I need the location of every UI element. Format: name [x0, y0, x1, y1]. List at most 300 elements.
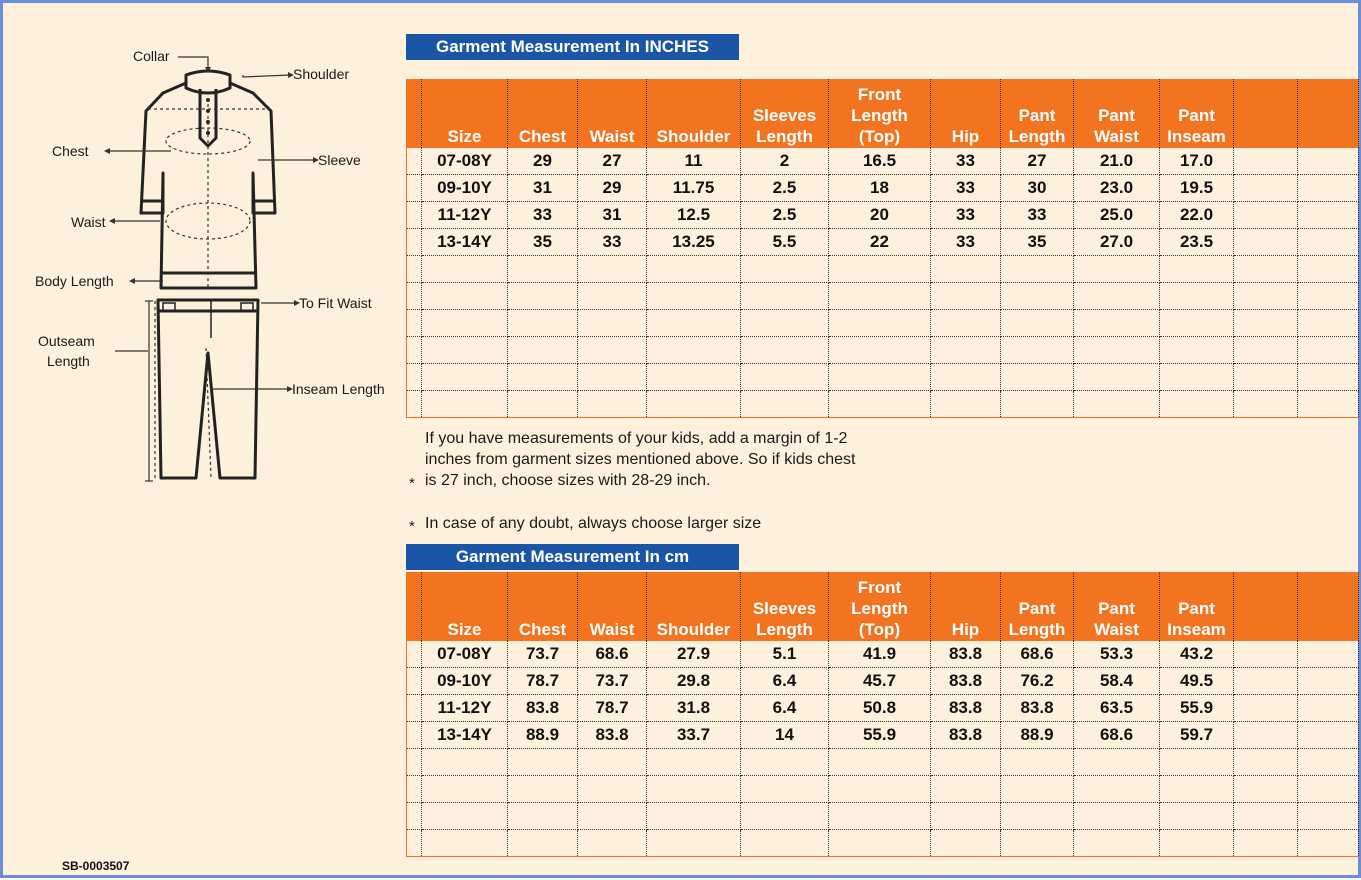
table-cell	[1298, 229, 1359, 256]
table-cell: 13-14Y	[422, 722, 508, 749]
column-header-text: Chest	[518, 127, 567, 146]
header-spacer	[407, 79, 422, 148]
table-cell	[1298, 641, 1359, 668]
column-header	[1298, 572, 1359, 641]
table-cell: 31	[578, 202, 647, 229]
empty-cell	[1001, 749, 1074, 776]
table-cell: 59.7	[1160, 722, 1234, 749]
table-cell: 68.6	[578, 641, 647, 668]
note-1-line-2: inches from garment sizes mentioned above. So if kids chest	[425, 451, 856, 468]
table-cell: 12.5	[647, 202, 741, 229]
table-cell	[1234, 229, 1298, 256]
column-header	[741, 572, 829, 641]
cm-header-row	[407, 572, 1359, 641]
column-header	[829, 572, 931, 641]
table-cell: 55.9	[829, 722, 931, 749]
column-header-text: Length	[756, 620, 813, 639]
column-header-text: Inseam	[1167, 127, 1226, 146]
table-cell: 23.0	[1074, 175, 1160, 202]
row-spacer	[407, 641, 422, 668]
empty-cell	[1001, 776, 1074, 803]
empty-cell	[647, 256, 741, 283]
table-cell: 83.8	[931, 722, 1001, 749]
column-header-text: Length	[851, 106, 908, 125]
empty-cell	[931, 391, 1001, 418]
column-header	[1298, 79, 1359, 148]
empty-cell	[1234, 256, 1298, 283]
empty-cell	[407, 391, 422, 418]
column-header-text: (Top)	[858, 620, 901, 639]
empty-cell	[1001, 803, 1074, 830]
empty-cell	[829, 391, 931, 418]
column-header	[578, 79, 647, 148]
empty-cell	[407, 364, 422, 391]
table-cell: 13-14Y	[422, 229, 508, 256]
empty-cell	[931, 776, 1001, 803]
empty-cell	[741, 776, 829, 803]
column-header-text: Hip	[951, 127, 980, 146]
empty-cell	[578, 830, 647, 857]
empty-cell	[829, 283, 931, 310]
column-header	[647, 572, 741, 641]
empty-cell	[1298, 803, 1359, 830]
column-header-text: Length	[851, 599, 908, 618]
garment-diagram	[3, 3, 403, 503]
empty-cell	[1234, 337, 1298, 364]
empty-cell	[578, 391, 647, 418]
empty-cell	[741, 803, 829, 830]
table-cell: 83.8	[931, 668, 1001, 695]
column-header-text: Shoulder	[656, 127, 731, 146]
table-cell: 53.3	[1074, 641, 1160, 668]
table-cell: 33.7	[647, 722, 741, 749]
column-header	[1160, 79, 1234, 148]
empty-cell	[1160, 310, 1234, 337]
empty-cell	[578, 337, 647, 364]
table-cell: 5.1	[741, 641, 829, 668]
empty-cell	[1298, 337, 1359, 364]
table-cell: 07-08Y	[422, 148, 508, 175]
empty-cell	[422, 364, 508, 391]
empty-row	[407, 364, 1359, 391]
table-cell: 43.2	[1160, 641, 1234, 668]
row-spacer	[407, 175, 422, 202]
table-cell: 25.0	[1074, 202, 1160, 229]
empty-cell	[508, 337, 578, 364]
table-cell	[1234, 668, 1298, 695]
table-cell	[1234, 641, 1298, 668]
empty-cell	[578, 749, 647, 776]
column-header-text: Waist	[1094, 620, 1139, 639]
table-row	[407, 722, 1359, 749]
empty-cell	[647, 803, 741, 830]
column-header-text: Pant	[1098, 599, 1135, 618]
empty-cell	[422, 749, 508, 776]
table-cell: 11-12Y	[422, 695, 508, 722]
empty-cell	[1234, 364, 1298, 391]
empty-cell	[647, 830, 741, 857]
empty-cell	[931, 283, 1001, 310]
table-cell: 27	[578, 148, 647, 175]
empty-cell	[1001, 310, 1074, 337]
column-header-text: Size	[447, 127, 482, 146]
empty-cell	[741, 337, 829, 364]
inseam-label: Inseam Length	[292, 381, 385, 397]
table-cell: 55.9	[1160, 695, 1234, 722]
table-cell: 73.7	[508, 641, 578, 668]
empty-cell	[422, 256, 508, 283]
table-cell: 27	[1001, 148, 1074, 175]
empty-cell	[508, 776, 578, 803]
to-fit-waist-label: To Fit Waist	[299, 295, 372, 311]
waist-label: Waist	[71, 214, 106, 230]
note-1-bullet: *	[409, 475, 415, 492]
column-header	[1001, 572, 1074, 641]
table-cell: 20	[829, 202, 931, 229]
empty-row	[407, 310, 1359, 337]
empty-cell	[508, 364, 578, 391]
table-cell: 83.8	[578, 722, 647, 749]
empty-cell	[829, 337, 931, 364]
collar-label: Collar	[133, 48, 170, 64]
table-cell: 13.25	[647, 229, 741, 256]
empty-cell	[1001, 391, 1074, 418]
empty-cell	[1074, 749, 1160, 776]
table-cell: 21.0	[1074, 148, 1160, 175]
empty-cell	[407, 283, 422, 310]
empty-cell	[508, 749, 578, 776]
column-header-text: Length	[756, 127, 813, 146]
empty-cell	[741, 283, 829, 310]
table-cell: 29	[508, 148, 578, 175]
table-cell: 2.5	[741, 202, 829, 229]
empty-cell	[1298, 391, 1359, 418]
table-cell: 33	[931, 202, 1001, 229]
empty-cell	[422, 283, 508, 310]
row-spacer	[407, 695, 422, 722]
table-cell: 16.5	[829, 148, 931, 175]
table-cell: 83.8	[1001, 695, 1074, 722]
table-cell: 33	[931, 175, 1001, 202]
table-cell: 78.7	[508, 668, 578, 695]
column-header-text: Sleeves	[752, 599, 817, 618]
empty-cell	[1234, 803, 1298, 830]
table-cell: 07-08Y	[422, 641, 508, 668]
table-cell	[1298, 722, 1359, 749]
table-cell	[1298, 202, 1359, 229]
empty-row	[407, 337, 1359, 364]
empty-cell	[931, 749, 1001, 776]
empty-cell	[422, 391, 508, 418]
row-spacer	[407, 202, 422, 229]
outseam-label-line2: Length	[47, 353, 90, 369]
empty-cell	[647, 337, 741, 364]
table-row	[407, 668, 1359, 695]
empty-cell	[829, 749, 931, 776]
empty-cell	[508, 391, 578, 418]
table-cell: 35	[508, 229, 578, 256]
table-cell: 83.8	[931, 695, 1001, 722]
empty-cell	[422, 803, 508, 830]
empty-cell	[407, 803, 422, 830]
empty-cell	[422, 337, 508, 364]
column-header-text: Pant	[1178, 106, 1215, 125]
column-header	[578, 572, 647, 641]
empty-cell	[741, 391, 829, 418]
empty-cell	[1001, 830, 1074, 857]
table-cell: 14	[741, 722, 829, 749]
empty-cell	[578, 283, 647, 310]
empty-row	[407, 256, 1359, 283]
table-cell	[1298, 175, 1359, 202]
table-cell	[1234, 148, 1298, 175]
empty-cell	[829, 256, 931, 283]
table-cell: 83.8	[508, 695, 578, 722]
table-cell: 22.0	[1160, 202, 1234, 229]
empty-cell	[578, 803, 647, 830]
column-header	[1074, 572, 1160, 641]
shoulder-label: Shoulder	[293, 66, 350, 82]
empty-cell	[931, 830, 1001, 857]
empty-cell	[508, 830, 578, 857]
table-cell	[1234, 722, 1298, 749]
table-cell: 6.4	[741, 695, 829, 722]
empty-cell	[931, 337, 1001, 364]
table-row	[407, 641, 1359, 668]
empty-cell	[1234, 283, 1298, 310]
table-cell: 58.4	[1074, 668, 1160, 695]
table-cell: 22	[829, 229, 931, 256]
inches-title: Garment Measurement In INCHES	[406, 34, 739, 60]
empty-cell	[741, 310, 829, 337]
empty-cell	[829, 776, 931, 803]
column-header-text: Pant	[1018, 106, 1056, 125]
empty-row	[407, 803, 1359, 830]
table-cell	[1298, 668, 1359, 695]
table-cell: 41.9	[829, 641, 931, 668]
column-header-text: Inseam	[1167, 620, 1226, 639]
empty-cell	[1160, 749, 1234, 776]
table-cell: 6.4	[741, 668, 829, 695]
empty-cell	[1160, 391, 1234, 418]
sleeve-label: Sleeve	[318, 152, 361, 168]
row-spacer	[407, 229, 422, 256]
empty-cell	[1160, 803, 1234, 830]
column-header-text: Length	[1008, 620, 1066, 639]
table-cell	[1234, 202, 1298, 229]
table-cell: 83.8	[931, 641, 1001, 668]
empty-cell	[1298, 256, 1359, 283]
empty-cell	[1160, 364, 1234, 391]
empty-cell	[407, 310, 422, 337]
empty-cell	[578, 256, 647, 283]
empty-cell	[1074, 337, 1160, 364]
empty-cell	[578, 776, 647, 803]
table-cell	[1234, 695, 1298, 722]
note-2-bullet: *	[409, 518, 415, 535]
table-row	[407, 229, 1359, 256]
cm-table	[406, 572, 1359, 857]
empty-cell	[1074, 364, 1160, 391]
note-2: In case of any doubt, always choose larger size	[425, 515, 762, 532]
empty-cell	[1001, 364, 1074, 391]
empty-cell	[1160, 830, 1234, 857]
column-header	[1074, 79, 1160, 148]
table-cell: 49.5	[1160, 668, 1234, 695]
empty-cell	[1074, 283, 1160, 310]
empty-row	[407, 776, 1359, 803]
inches-header-row	[407, 79, 1359, 148]
empty-cell	[508, 283, 578, 310]
table-cell: 33	[931, 148, 1001, 175]
empty-cell	[1160, 256, 1234, 283]
empty-cell	[508, 803, 578, 830]
table-cell: 33	[1001, 202, 1074, 229]
table-cell: 88.9	[508, 722, 578, 749]
empty-cell	[1298, 749, 1359, 776]
empty-cell	[422, 310, 508, 337]
product-code: SB-0003507	[62, 859, 130, 873]
empty-cell	[647, 749, 741, 776]
column-header	[741, 79, 829, 148]
empty-cell	[1074, 391, 1160, 418]
table-cell: 11.75	[647, 175, 741, 202]
inches-table	[406, 79, 1359, 418]
empty-cell	[1074, 776, 1160, 803]
body-length-label: Body Length	[35, 273, 114, 289]
empty-cell	[1298, 776, 1359, 803]
empty-cell	[1234, 830, 1298, 857]
column-header-text: Length	[1008, 127, 1066, 146]
note-1-line-3: is 27 inch, choose sizes with 28-29 inch.	[425, 472, 711, 489]
empty-cell	[508, 256, 578, 283]
table-cell: 27.9	[647, 641, 741, 668]
empty-cell	[407, 776, 422, 803]
empty-row	[407, 830, 1359, 857]
column-header-text: Chest	[518, 620, 567, 639]
empty-cell	[741, 749, 829, 776]
table-cell	[1298, 148, 1359, 175]
table-cell: 33	[931, 229, 1001, 256]
column-header-text: Waist	[1094, 127, 1139, 146]
column-header-text: Shoulder	[656, 620, 731, 639]
empty-cell	[578, 310, 647, 337]
table-cell: 68.6	[1074, 722, 1160, 749]
table-cell: 63.5	[1074, 695, 1160, 722]
column-header-text: Front	[857, 578, 902, 597]
column-header	[508, 79, 578, 148]
empty-cell	[1074, 256, 1160, 283]
empty-row	[407, 391, 1359, 418]
empty-cell	[931, 310, 1001, 337]
empty-cell	[741, 364, 829, 391]
table-cell: 2	[741, 148, 829, 175]
empty-cell	[1234, 391, 1298, 418]
empty-cell	[1001, 283, 1074, 310]
empty-cell	[829, 803, 931, 830]
column-header	[422, 79, 508, 148]
table-cell: 09-10Y	[422, 668, 508, 695]
empty-cell	[1298, 364, 1359, 391]
empty-cell	[647, 391, 741, 418]
empty-cell	[931, 803, 1001, 830]
table-cell: 09-10Y	[422, 175, 508, 202]
empty-cell	[1074, 830, 1160, 857]
column-header-text: Pant	[1178, 599, 1215, 618]
table-cell	[1234, 175, 1298, 202]
row-spacer	[407, 668, 422, 695]
header-spacer	[407, 572, 422, 641]
column-header-text: Sleeves	[752, 106, 817, 125]
column-header	[1234, 572, 1298, 641]
table-cell: 31.8	[647, 695, 741, 722]
table-cell: 73.7	[578, 668, 647, 695]
cm-title: Garment Measurement In cm	[406, 544, 739, 570]
column-header-text: Size	[447, 620, 482, 639]
column-header-text: Pant	[1018, 599, 1056, 618]
column-header-text: Front	[857, 85, 902, 104]
column-header	[508, 572, 578, 641]
table-cell: 78.7	[578, 695, 647, 722]
table-cell: 50.8	[829, 695, 931, 722]
table-cell: 29	[578, 175, 647, 202]
empty-cell	[647, 283, 741, 310]
empty-cell	[931, 364, 1001, 391]
column-header	[1234, 79, 1298, 148]
empty-cell	[407, 256, 422, 283]
table-cell: 17.0	[1160, 148, 1234, 175]
table-cell	[1298, 695, 1359, 722]
empty-cell	[578, 364, 647, 391]
table-cell: 30	[1001, 175, 1074, 202]
empty-row	[407, 283, 1359, 310]
empty-cell	[1160, 283, 1234, 310]
empty-cell	[422, 830, 508, 857]
table-cell: 45.7	[829, 668, 931, 695]
empty-cell	[1074, 310, 1160, 337]
table-cell: 2.5	[741, 175, 829, 202]
empty-cell	[1074, 803, 1160, 830]
table-cell: 35	[1001, 229, 1074, 256]
empty-cell	[1160, 776, 1234, 803]
column-header-text: Waist	[589, 620, 635, 639]
table-cell: 27.0	[1074, 229, 1160, 256]
empty-cell	[407, 749, 422, 776]
column-header-text: Hip	[951, 620, 980, 639]
empty-cell	[647, 310, 741, 337]
empty-cell	[422, 776, 508, 803]
table-cell: 68.6	[1001, 641, 1074, 668]
row-spacer	[407, 722, 422, 749]
table-row	[407, 148, 1359, 175]
empty-cell	[1234, 749, 1298, 776]
table-cell: 19.5	[1160, 175, 1234, 202]
table-cell: 11-12Y	[422, 202, 508, 229]
empty-cell	[829, 364, 931, 391]
chest-label: Chest	[52, 143, 89, 159]
empty-cell	[1160, 337, 1234, 364]
row-spacer	[407, 148, 422, 175]
empty-cell	[931, 256, 1001, 283]
table-cell: 29.8	[647, 668, 741, 695]
empty-cell	[1001, 256, 1074, 283]
column-header	[1001, 79, 1074, 148]
empty-cell	[829, 830, 931, 857]
empty-cell	[647, 776, 741, 803]
table-row	[407, 695, 1359, 722]
note-1-line-1: If you have measurements of your kids, add a margin of 1-2	[425, 430, 848, 447]
outseam-label-line1: Outseam	[38, 333, 95, 349]
